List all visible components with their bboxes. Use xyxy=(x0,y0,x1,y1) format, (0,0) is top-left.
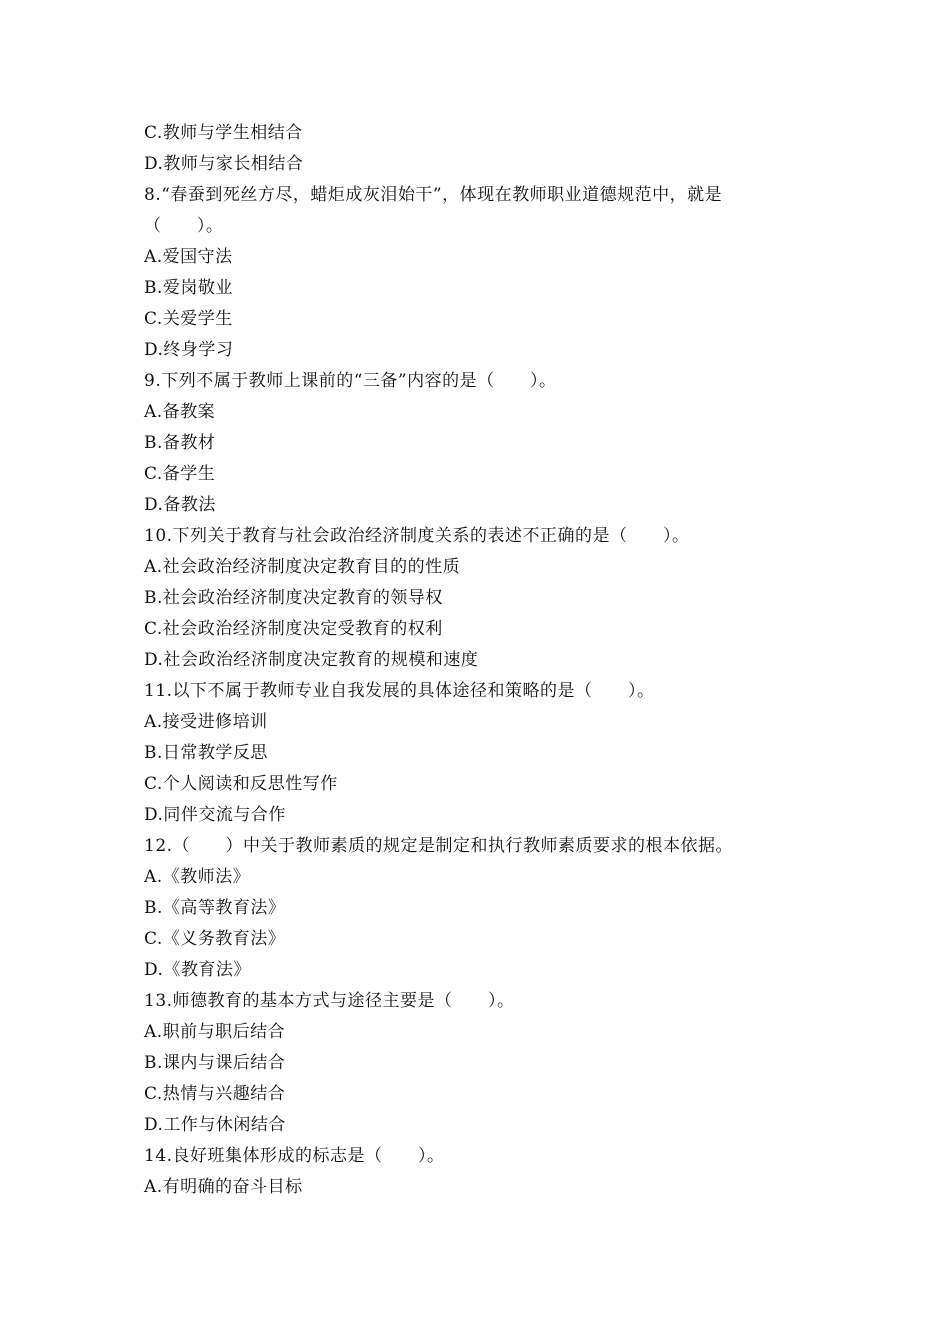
question-10: 10.下列关于教育与社会政治经济制度关系的表述不正确的是（ ）。 xyxy=(144,526,690,546)
question-list xyxy=(144,118,824,1203)
option-c-q9: C.备学生 xyxy=(144,464,216,484)
option-d-q9: D.备教法 xyxy=(144,495,216,515)
option-d-q10: D.社会政治经济制度决定教育的规模和速度 xyxy=(144,650,479,670)
option-a-q13: A.职前与职后结合 xyxy=(144,1022,286,1042)
option-b-q13: B.课内与课后结合 xyxy=(144,1053,286,1073)
option-b-q9: B.备教材 xyxy=(144,433,216,453)
question-14: 14.良好班集体形成的标志是（ ）。 xyxy=(144,1146,445,1166)
question-11: 11.以下不属于教师专业自我发展的具体途径和策略的是（ ）。 xyxy=(144,681,655,701)
option-b-q12: B.《高等教育法》 xyxy=(144,898,286,918)
question-8-blank: （ ）。 xyxy=(144,216,224,236)
question-8: 8.“春蚕到死丝方尽，蜡炬成灰泪始干”，体现在教师职业道德规范中，就是 xyxy=(144,185,723,205)
option-c-q10: C.社会政治经济制度决定受教育的权利 xyxy=(144,619,443,639)
option-a-q14: A.有明确的奋斗目标 xyxy=(144,1177,303,1197)
option-d-q8: D.终身学习 xyxy=(144,340,234,360)
option-d-q12: D.《教育法》 xyxy=(144,960,251,980)
question-13: 13.师德教育的基本方式与途径主要是（ ）。 xyxy=(144,991,515,1011)
option-d-q7: D.教师与家长相结合 xyxy=(144,154,304,174)
question-9: 9.下列不属于教师上课前的“三备”内容的是（ ）。 xyxy=(144,371,557,391)
option-c-q11: C.个人阅读和反思性写作 xyxy=(144,774,338,794)
option-b-q11: B.日常教学反思 xyxy=(144,743,268,763)
option-a-q11: A.接受进修培训 xyxy=(144,712,268,732)
option-a-q8: A.爱国守法 xyxy=(144,247,233,267)
option-b-q8: B.爱岗敬业 xyxy=(144,278,233,298)
option-a-q10: A.社会政治经济制度决定教育目的的性质 xyxy=(144,557,461,577)
option-c-q12: C.《义务教育法》 xyxy=(144,929,286,949)
option-a-q12: A.《教师法》 xyxy=(144,867,251,887)
option-a-q9: A.备教案 xyxy=(144,402,216,422)
option-c-q8: C.关爱学生 xyxy=(144,309,233,329)
question-12: 12.（ ）中关于教师素质的规定是制定和执行教师素质要求的根本依据。 xyxy=(144,836,733,856)
option-d-q11: D.同伴交流与合作 xyxy=(144,805,286,825)
option-c-q13: C.热情与兴趣结合 xyxy=(144,1084,286,1104)
option-b-q10: B.社会政治经济制度决定教育的领导权 xyxy=(144,588,443,608)
option-d-q13: D.工作与休闲结合 xyxy=(144,1115,286,1135)
option-c-q7: C.教师与学生相结合 xyxy=(144,123,303,143)
